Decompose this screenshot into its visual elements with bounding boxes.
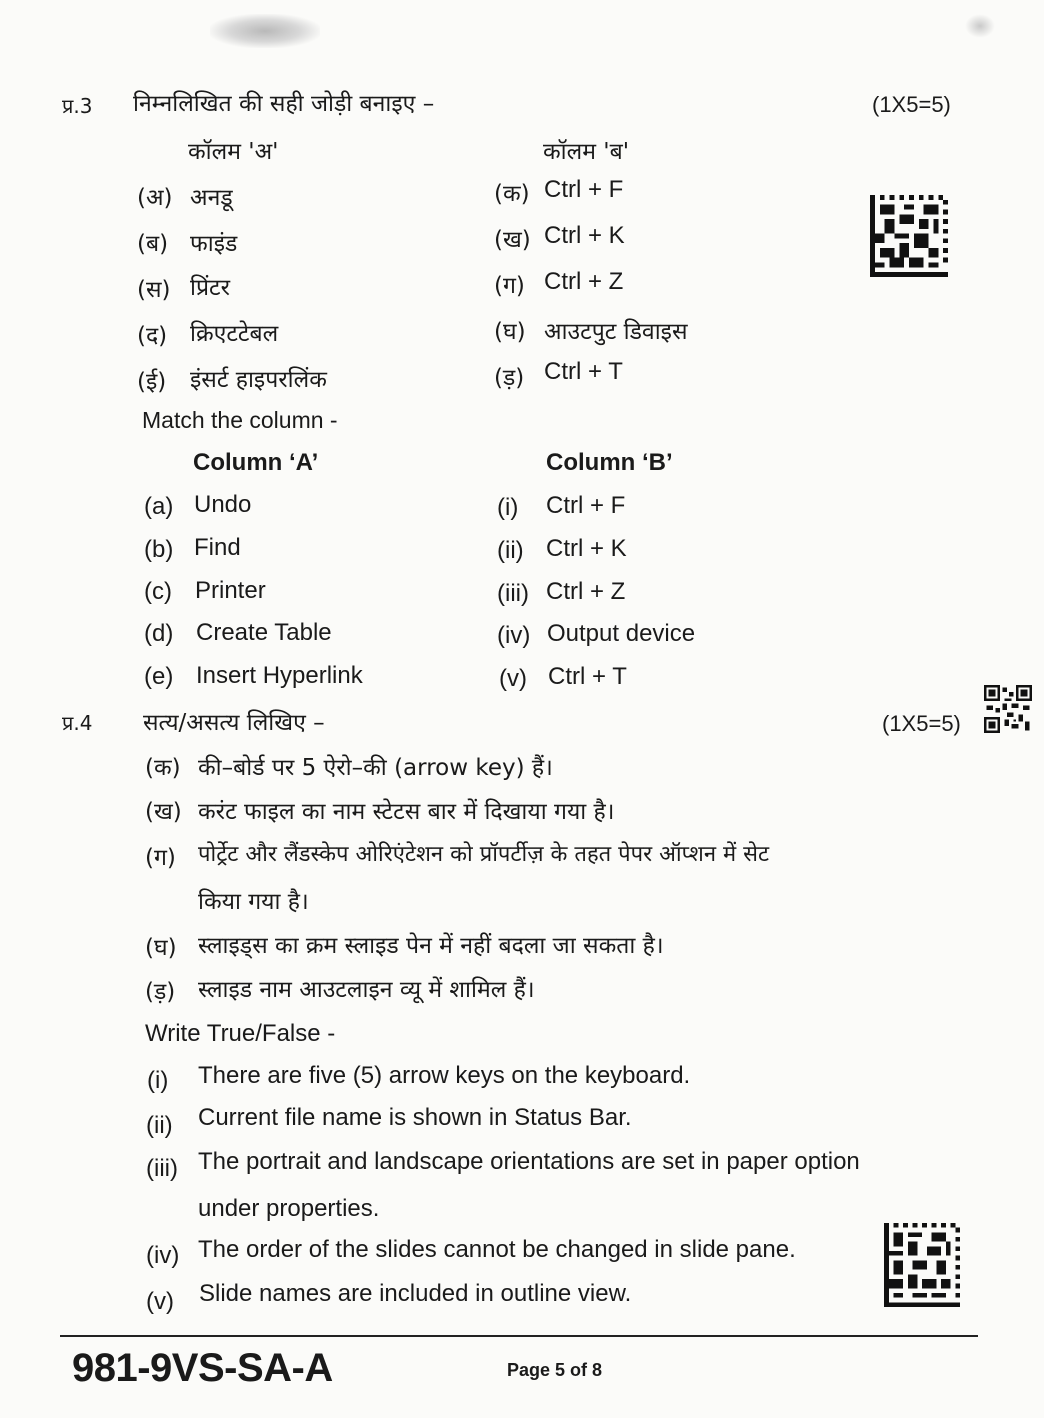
row-item: Create Table xyxy=(196,619,332,646)
row-label: (c) xyxy=(144,578,172,605)
item-text: The order of the slides cannot be changed in slide pane. xyxy=(198,1236,796,1263)
row-item: अनडू xyxy=(190,185,233,211)
item-label: (i) xyxy=(147,1067,169,1094)
question-3-title-english: Match the column - xyxy=(142,407,338,433)
row-item: क्रिएटटेबल xyxy=(190,321,279,347)
item-label: (ड़) xyxy=(145,979,176,1005)
question-4-title-hindi: सत्य/असत्य लिखिए – xyxy=(143,710,325,736)
question-4-marks: (1X5=5) xyxy=(882,711,961,736)
item-label: (ख) xyxy=(145,799,182,825)
question-4-title-english: Write True/False - xyxy=(145,1020,336,1047)
row-label: (घ) xyxy=(494,319,526,345)
question-3-marks: (1X5=5) xyxy=(872,92,951,117)
item-text: स्लाइड्स का क्रम स्लाइड पेन में नहीं बदला जा सकता है। xyxy=(198,933,664,959)
item-text: Slide names are included in outline view. xyxy=(199,1280,632,1307)
item-label: (ग) xyxy=(145,845,176,871)
datamatrix-barcode-top xyxy=(870,195,948,277)
row-label: (b) xyxy=(144,536,174,563)
row-item: Ctrl + F xyxy=(546,492,626,519)
item-text: पोर्ट्रेट और लैंडस्केप ओरिएंटेशन को प्रॉपर्टीज़ के तहत पेपर ऑप्शन में सेट xyxy=(198,842,770,867)
row-item: फाइंड xyxy=(190,231,238,257)
item-label: (क) xyxy=(145,755,181,781)
row-label: (v) xyxy=(499,665,527,692)
qr-code xyxy=(984,685,1032,733)
row-label: (i) xyxy=(497,494,519,521)
row-item: Ctrl + Z xyxy=(544,268,624,295)
item-text: करंट फाइल का नाम स्टेटस बार में दिखाया गया है। xyxy=(198,799,615,825)
row-item: Ctrl + T xyxy=(544,358,623,385)
item-text: There are five (5) arrow keys on the keyboard. xyxy=(198,1062,691,1089)
question-3-title-hindi: निम्नलिखित की सही जोड़ी बनाइए – xyxy=(133,91,435,117)
row-label: (ब) xyxy=(137,231,169,257)
item-label: (घ) xyxy=(145,935,177,961)
row-label: (ई) xyxy=(137,369,167,395)
scan-smudge xyxy=(210,14,320,48)
row-label: (iii) xyxy=(497,580,529,607)
row-label: (a) xyxy=(144,493,174,520)
row-item: Ctrl + Z xyxy=(546,578,626,605)
row-item: Find xyxy=(194,534,241,561)
column-b-heading-hindi: कॉलम 'ब' xyxy=(543,139,630,165)
question-4-number: प्र.4 xyxy=(62,711,93,735)
row-item: Undo xyxy=(194,491,252,518)
item-text-continued: किया गया है। xyxy=(198,889,309,915)
row-label: (d) xyxy=(144,620,174,647)
row-item: आउटपुट डिवाइस xyxy=(544,319,688,345)
row-item: Output device xyxy=(547,620,696,647)
row-item: इंसर्ट हाइपरलिंक xyxy=(190,367,327,393)
column-b-heading-english: Column ‘B’ xyxy=(546,449,673,476)
row-item: Ctrl + T xyxy=(548,663,627,690)
paper-code: 981-9VS-SA-A xyxy=(72,1346,333,1390)
row-item: Ctrl + K xyxy=(544,222,625,249)
row-item: प्रिंटर xyxy=(190,275,231,301)
item-text: The portrait and landscape orientations are set in paper option xyxy=(198,1148,860,1175)
row-label: (द) xyxy=(137,323,168,349)
row-item: Ctrl + K xyxy=(546,535,627,562)
item-label: (v) xyxy=(146,1288,174,1315)
row-label: (स) xyxy=(137,277,171,303)
item-label: (ii) xyxy=(146,1112,173,1139)
datamatrix-barcode-bottom xyxy=(884,1223,960,1307)
row-label: (ग) xyxy=(494,273,525,299)
row-label: (अ) xyxy=(137,185,173,211)
footer-divider xyxy=(60,1335,978,1337)
row-label: (ड़) xyxy=(494,365,525,391)
row-item: Ctrl + F xyxy=(544,176,624,203)
item-text-continued: under properties. xyxy=(198,1195,380,1222)
row-item: Printer xyxy=(195,577,266,604)
column-a-heading-hindi: कॉलम 'अ' xyxy=(188,139,279,165)
item-text: की–बोर्ड पर 5 ऐरो–की (arrow key) हैं। xyxy=(198,755,553,781)
item-text: स्लाइड नाम आउटलाइन व्यू में शामिल हैं। xyxy=(198,977,535,1003)
page-number: Page 5 of 8 xyxy=(507,1360,603,1380)
row-label: (iv) xyxy=(497,622,531,649)
row-item: Insert Hyperlink xyxy=(196,662,363,689)
row-label: (क) xyxy=(494,181,530,207)
column-a-heading-english: Column ‘A’ xyxy=(193,449,319,476)
row-label: (ख) xyxy=(494,227,531,253)
item-label: (iii) xyxy=(146,1155,178,1182)
scan-smudge xyxy=(965,14,995,38)
item-text: Current file name is shown in Status Bar. xyxy=(198,1104,632,1131)
item-label: (iv) xyxy=(146,1242,180,1269)
row-label: (e) xyxy=(144,663,174,690)
question-3-number: प्र.3 xyxy=(62,94,93,118)
row-label: (ii) xyxy=(497,537,524,564)
